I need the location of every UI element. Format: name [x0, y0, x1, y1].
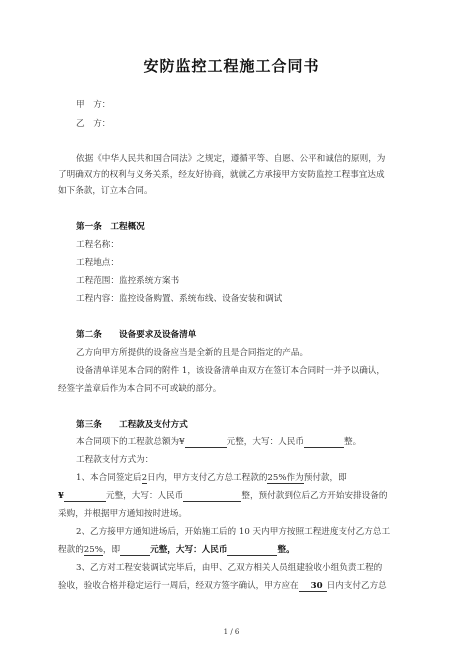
step-1-days: 2 — [141, 473, 148, 483]
article-2-para-2: 设备清单详见本合同的附件 1，该设备清单由双方在签订本合同时一并予以确认， — [76, 366, 385, 376]
yen-symbol: ¥ — [58, 491, 64, 501]
intro-line-3: 如下条款，订立本合同。 — [58, 186, 153, 196]
article-2-para-3: 经签字盖章后作为本合同不可或缺的部分。 — [58, 384, 222, 394]
payment-step-3-line-2 — [58, 581, 387, 592]
step-2-words-blank — [227, 546, 277, 556]
intro-line-1: 依据《中华人民共和国合同法》之规定，遵循平等、自愿、公平和诚信的原则，为 — [76, 154, 386, 164]
total-amount-text: 元整，大写：人民币 — [226, 437, 304, 447]
article-1-heading: 第一条 工程概况 — [76, 222, 145, 232]
step-1-percent: 25%作为 — [267, 473, 304, 483]
step-2-text-c: ，即 — [102, 545, 121, 555]
step-1-text-c: 预付款，即 — [303, 473, 347, 483]
step-2-amount-blank — [120, 546, 150, 556]
step-2-text-b: 程款的 — [58, 545, 84, 555]
step-2-text-d: 元整，大写：人民币 — [150, 545, 228, 555]
project-content: 工程内容：监控设备购置、系统布线、设备安装和调试 — [76, 294, 283, 304]
step-1-text-d: 元整，大写：人民币 — [105, 491, 184, 501]
yen-symbol: ¥ — [179, 437, 185, 447]
party-a-label: 甲 方： — [76, 100, 111, 110]
step-1-text-b: 日内，甲方支付乙方总工程款的 — [147, 473, 268, 483]
step-1-text-a: 1、本合同签定后 — [76, 473, 142, 483]
step-3-text-b: 验收，验收合格并稳定运行一周后，经双方签字确认，甲方应在 — [58, 581, 299, 591]
project-name: 工程名称： — [76, 240, 119, 250]
step-1-text-e: 整，预付款到位后乙方开始安排设备的 — [241, 491, 388, 501]
party-b-label: 乙 方： — [76, 119, 111, 129]
intro-line-2: 了明确双方的权利与义务关系，经友好协商，就就乙方承接甲方安防监控工程事宜达成 — [58, 170, 385, 180]
payment-step-1-line-2 — [58, 491, 387, 502]
page-number: 1 / 6 — [223, 628, 240, 636]
payment-step-2-line-1: 2、乙方接甲方通知进场后，开始施工后的 10 天内甲方按照工程进度支付乙方总工 — [76, 527, 391, 537]
article-2-heading: 第二条 设备要求及设备清单 — [76, 330, 197, 340]
step-3-days: 30 — [299, 581, 327, 592]
total-amount-line — [76, 437, 361, 448]
payment-step-1-line-1 — [76, 473, 347, 484]
project-location: 工程地点： — [76, 258, 119, 268]
step-2-percent: 25% — [83, 545, 103, 555]
payment-method-label: 工程款支付方式为： — [76, 455, 154, 465]
total-amount-label: 本合同项下的工程款总额为 — [76, 437, 180, 447]
article-2-para-1: 乙方向甲方所提供的设备应当是全新的且是合同指定的产品。 — [76, 348, 309, 358]
total-amount-blank — [185, 438, 227, 448]
step-3-text-c: 日内支付乙方总 — [326, 581, 387, 591]
project-scope: 工程范围：监控系统方案书 — [76, 276, 180, 286]
total-amount-words-blank — [304, 438, 344, 448]
document-title: 安防监控工程施工合同书 — [143, 57, 320, 75]
payment-step-2-line-2 — [58, 545, 295, 556]
step-1-amount-blank — [64, 492, 106, 502]
article-3-heading: 第三条 工程款及支付方式 — [76, 420, 188, 430]
total-amount-end: 整。 — [343, 437, 362, 447]
step-2-text-e: 整。 — [277, 545, 295, 555]
payment-step-3-line-1: 3、乙方对工程安装调试完毕后，由甲、乙双方相关人员组建验收小组负责工程的 — [76, 563, 383, 573]
step-1-words-blank — [183, 492, 241, 502]
payment-step-1-line-3: 采购，并根据甲方通知按时进场。 — [58, 509, 187, 519]
